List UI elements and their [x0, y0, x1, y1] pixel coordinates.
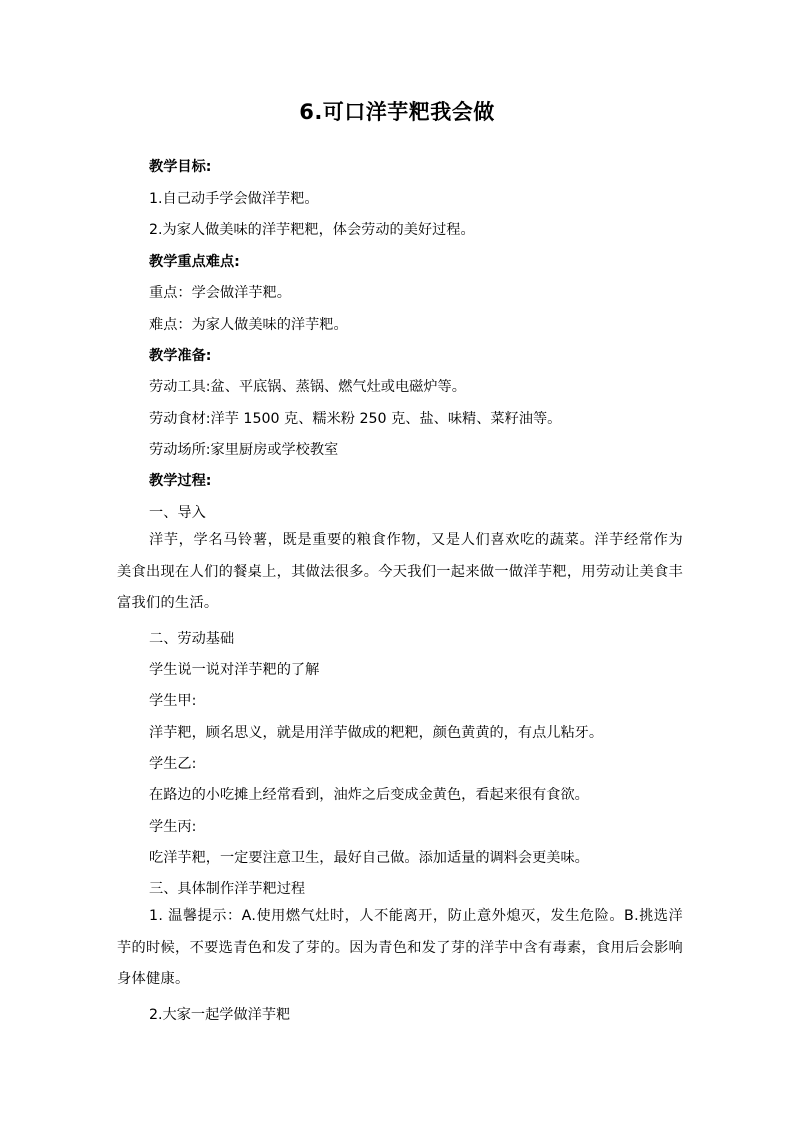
student-b-label: 学生乙:: [149, 756, 197, 772]
tools-line: 劳动工具:盆、平底锅、蒸锅、燃气灶或电磁炉等。: [149, 379, 466, 395]
location-line: 劳动场所:家里厨房或学校教室: [149, 442, 339, 458]
document-title: 6.可口洋芋粑我会做: [299, 100, 495, 124]
discussion-prompt: 学生说一说对洋芋粑的了解: [149, 662, 320, 678]
safety-paragraph: 1. 温馨提示：A.使用燃气灶时，人不能离开，防止意外熄灭，发生危险。B.挑选洋芋的时候，不要选青色和发了芽的。因为青色和发了芽的洋芋中含有毒素，食用后会影响身体健康。: [117, 908, 683, 988]
student-c-text: 吃洋芋粑，一定要注意卫生，最好自己做。添加适量的调料会更美味。: [149, 850, 589, 866]
student-b-text: 在路边的小吃摊上经常看到，油炸之后变成金黄色，看起来很有食欲。: [149, 787, 589, 803]
preparation-heading: 教学准备:: [149, 348, 212, 364]
process-heading: 教学过程:: [149, 473, 212, 489]
ingredients-line: 劳动食材:洋芋 1500 克、糯米粉 250 克、盐、味精、菜籽油等。: [149, 411, 562, 427]
difficult-point: 难点：为家人做美味的洋芋粑。: [149, 317, 348, 333]
section-2-heading: 二、劳动基础: [149, 631, 235, 647]
intro-paragraph: 洋芋，学名马铃薯，既是重要的粮食作物，又是人们喜欢吃的蔬菜。洋芋经常作为美食出现在人们的餐桌上，其做法很多。今天我们一起来做一做洋芋粑，用劳动让美食丰富我们的生活。: [117, 532, 683, 612]
keypoints-heading: 教学重点难点:: [149, 254, 240, 270]
student-a-text: 洋芋粑，顾名思义，就是用洋芋做成的粑粑，颜色黄黄的，有点儿粘牙。: [149, 725, 604, 741]
objectives-heading: 教学目标:: [149, 159, 212, 175]
step-2-line: 2.大家一起学做洋芋粑: [149, 1007, 291, 1023]
key-point: 重点：学会做洋芋粑。: [149, 285, 291, 301]
objective-1: 1.自己动手学会做洋芋粑。: [149, 191, 319, 207]
student-a-label: 学生甲:: [149, 693, 197, 709]
section-3-heading: 三、具体制作洋芋粑过程: [149, 881, 306, 897]
section-1-heading: 一、导入: [149, 505, 206, 521]
student-c-label: 学生丙:: [149, 819, 197, 835]
objective-2: 2.为家人做美味的洋芋粑粑，体会劳动的美好过程。: [149, 222, 475, 238]
